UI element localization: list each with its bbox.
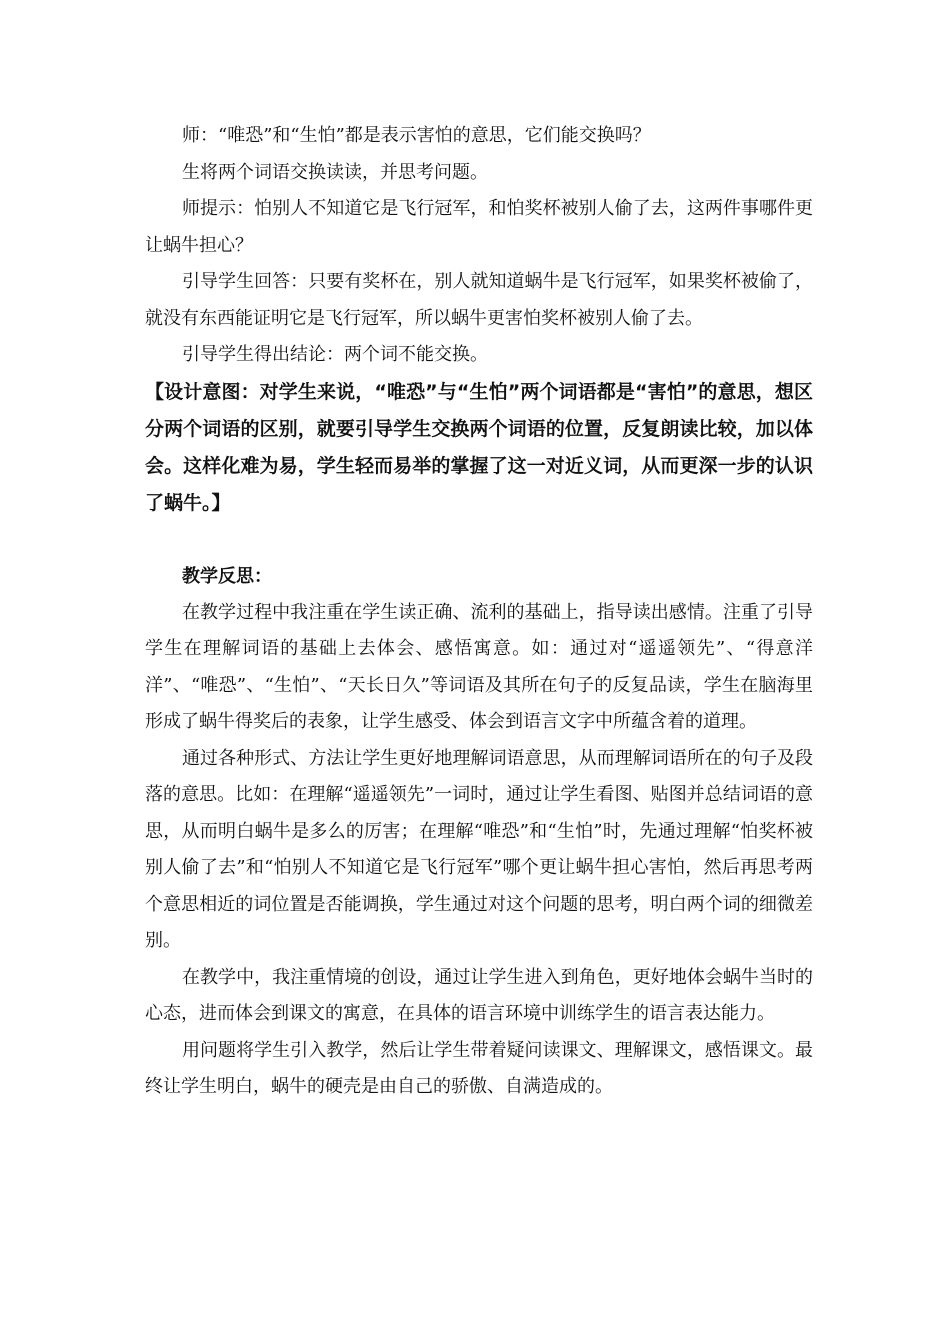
reflection-paragraph: 通过各种形式、方法让学生更好地理解词语意思，从而理解词语所在的句子及段落的意思。比如：在理解“遥遥领先”一词时，通过让学生看图、贴图并总结词语的意思，从而明白蜗牛是多么的厉害；在理解“唯恐”和“生怕”时，先通过理解“怕奖杯被别人偷了去”和“怕别人不知道它是飞行冠军”哪个更让蜗牛担心害怕，然后再思考两个意思相近的词位置是否能调换，学生通过对这个问题的思考，明白两个词的细微差别。 <box>145 747 813 951</box>
reflection-paragraph: 在教学过程中我注重在学生读正确、流利的基础上，指导读出感情。注重了引导学生在理解词语的基础上去体会、感悟寓意。如：通过对“遥遥领先”、“得意洋洋”、“唯恐”、“生怕”、“天长日久”等词语及其所在句子的反复品读，学生在脑海里形成了蜗牛得奖后的表象，让学生感受、体会到语言文字中所蕴含着的道理。 <box>145 601 813 732</box>
document-page <box>145 118 813 1106</box>
reflection-paragraph: 在教学中，我注重情境的创设，通过让学生进入到角色，更好地体会蜗牛当时的心态，进而体会到课文的寓意，在具体的语言环境中训练学生的语言表达能力。 <box>145 966 813 1024</box>
dialogue-guided-answer: 引导学生回答：只要有奖杯在，别人就知道蜗牛是飞行冠军，如果奖杯被偷了，就没有东西能证明它是飞行冠军，所以蜗牛更害怕奖杯被别人偷了去。 <box>145 271 813 329</box>
dialogue-teacher-question: 师：“唯恐”和“生怕”都是表示害怕的意思，它们能交换吗？ <box>182 125 651 146</box>
reflection-paragraph: 用问题将学生引入教学，然后让学生带着疑问读课文、理解课文，感悟课文。最终让学生明白，蜗牛的硬壳是由自己的骄傲、自满造成的。 <box>145 1039 813 1097</box>
dialogue-teacher-hint: 师提示：怕别人不知道它是飞行冠军，和怕奖杯被别人偷了去，这两件事哪件更让蜗牛担心？ <box>145 198 813 256</box>
dialogue-student-action: 生将两个词语交换读读，并思考问题。 <box>182 161 488 183</box>
section-spacer <box>145 522 813 558</box>
design-intent: 【设计意图：对学生来说，“唯恐”与“生怕”两个词语都是“害怕”的意思，想区分两个词语的区别，就要引导学生交换两个词语的位置，反复朗读比较，加以体会。这样化难为易，学生轻而易举的掌握了这一对近义词，从而更深一步的认识了蜗牛。】 <box>145 380 813 514</box>
dialogue-conclusion: 引导学生得出结论：两个词不能交换。 <box>182 344 488 365</box>
reflection-heading: 教学反思： <box>182 565 272 587</box>
